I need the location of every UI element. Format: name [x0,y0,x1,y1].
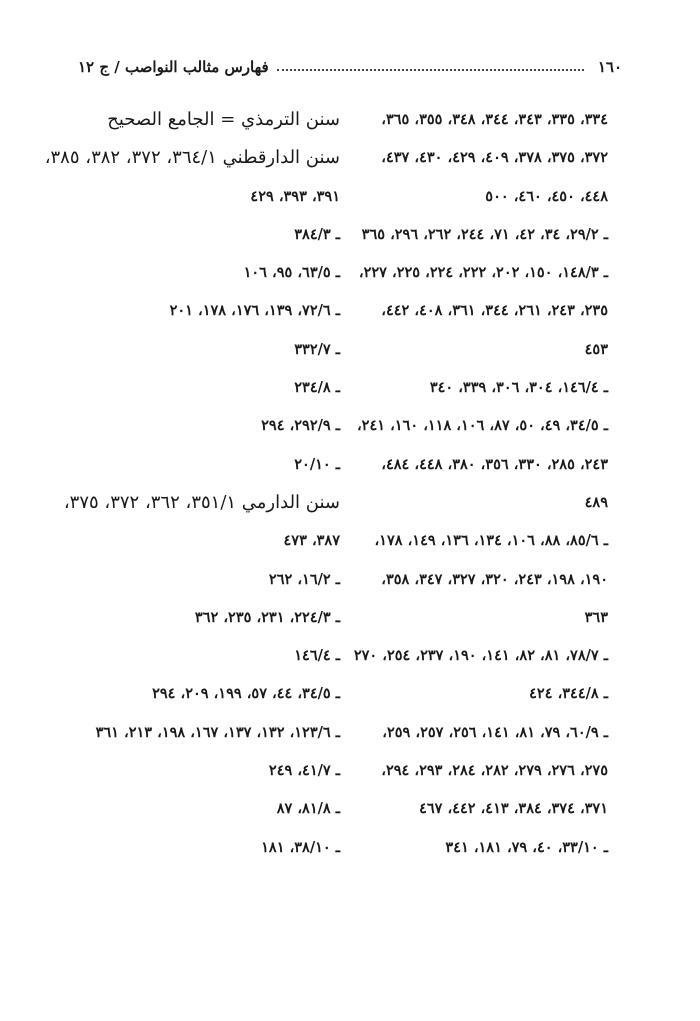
index-entry-line: ٤٥٣ [584,340,608,358]
index-entry-line: ـ ٣٨٤/٣ [294,225,340,243]
index-entry-heading: سنن الترمذي = الجامع الصحيح [107,109,340,130]
index-column-right [348,108,608,874]
index-entry-line: ـ ٤١/٧، ٢٤٩ [268,762,340,780]
index-entry-line: ـ ٧٢/٦، ١٣٩، ١٧٦، ١٧٨، ٢٠١ [169,302,340,320]
index-column-left [44,108,340,874]
index-entry-line: ـ ٨٥/٦، ٨٨، ١٠٦، ١٣٤، ١٣٦، ١٤٩، ١٧٨، [374,532,608,550]
index-entry-line: ـ ١٤٦/٤، ٣٠٤، ٣٠٦، ٣٣٩، ٣٤٠ [429,379,608,397]
index-entry-line: ـ ٢٢٤/٣، ٢٣١، ٢٣٥، ٣٦٢ [194,608,340,626]
index-entry-line: ٣٣٤، ٣٣٥، ٣٤٣، ٣٤٤، ٣٤٨، ٣٥٥، ٣٦٥، [381,111,608,128]
index-entry-line: ـ ١٤٨/٣، ١٥٠، ٢٠٢، ٢٢٢، ٢٢٤، ٢٢٥، ٢٢٧، [358,264,608,282]
index-entry-heading: سنن الدارقطني ٣٦٤/١، ٣٧٢، ٣٨٢، ٣٨٥، [44,147,340,169]
index-entry-line: ـ ٧٨/٧، ٨١، ٨٢، ١٤١، ١٩٠، ٢٣٧، ٢٥٤، ٢٧٠ [353,647,608,665]
index-entry-line: ٢٤٣، ٢٨٥، ٣٣٠، ٣٥٦، ٣٨٠، ٤٤٨، ٤٨٤، [381,455,608,473]
index-entry-line: ٣٧٢، ٣٧٥، ٣٧٨، ٤٠٩، ٤٢٩، ٤٣٠، ٤٣٧، [381,149,608,167]
index-entry-line: ٢٣٥، ٢٤٣، ٢٦١، ٣٤٤، ٣٦١، ٤٠٨، ٤٤٢، [381,302,608,320]
index-entry-line: ٣٩١، ٣٩٣، ٤٢٩ [250,187,340,205]
index-entry-heading: سنن الدارمي ٣٥١/١، ٣٦٢، ٣٧٢، ٣٧٥، [63,491,340,513]
header-title: فهارس مثالب النواصب / ج ١٢ [78,58,269,76]
index-entry-line: ـ ٣٤/٥، ٤٩، ٥٠، ٨٧، ١٠٦، ١١٨، ١٦٠، ٢٤١، [356,417,608,435]
index-entry-line: ٤٤٨، ٤٥٠، ٤٦٠، ٥٠٠ [485,187,608,205]
index-entry-line: ـ ١٤٦/٤ [294,647,340,665]
index-entry-line: ٣٨٧، ٤٧٣ [283,532,340,550]
page-number: ١٦٠ [597,58,622,76]
index-entry-line: ـ ٣٣/١٠، ٤٠، ٧٩، ١٨١، ٣٤١ [445,838,608,856]
index-entry-line: ـ ٢٠/١٠ [294,455,340,473]
header-leader-dots [277,69,584,71]
index-entry-line: ـ ٦٠/٩، ٧٩، ٨١، ١٤١، ٢٥٦، ٢٥٧، ٢٥٩، [382,723,608,741]
index-entry-line: ـ ٢٣٤/٨ [294,379,340,397]
index-entry-line: ـ ٣٤/٥، ٤٤، ٥٧، ١٩٩، ٢٠٩، ٢٩٤ [152,685,340,703]
index-entry-line: ـ ١٦/٢، ٢٦٢ [268,570,340,588]
index-entry-line: ـ ٦٣/٥، ٩٥، ١٠٦ [243,264,340,282]
index-entry-line: ـ ١٢٣/٦، ١٣٢، ١٣٧، ١٦٧، ١٩٨، ٢١٣، ٣٦١ [95,723,340,741]
index-entry-line: ـ ٣٤٤/٨، ٤٢٤ [529,685,608,703]
index-entry-line: ـ ٢٩٢/٩، ٢٩٤ [261,417,340,435]
page-header [78,58,622,76]
index-entry-line: ١٩٠، ١٩٨، ٢٤٣، ٣٢٠، ٣٢٧، ٣٤٧، ٣٥٨، [381,570,608,588]
index-entry-line: ـ ٣٨/١٠، ١٨١ [261,838,340,856]
index-entry-line: ـ ٢٩/٢، ٣٤، ٤٢، ٧١، ٢٤٤، ٢٦٢، ٢٩٦، ٣٦٥ [361,225,608,243]
index-entry-line: ٣٦٣ [584,608,608,626]
index-entry-line: ـ ٣٣٢/٧ [294,340,340,358]
index-entry-line: ـ ٨١/٨، ٨٧ [276,800,340,818]
index-entry-line: ٣٧١، ٣٧٤، ٣٨٤، ٤١٣، ٤٤٢، ٤٦٧ [419,800,608,818]
index-entry-line: ٢٧٥، ٢٧٦، ٢٧٩، ٢٨٢، ٢٨٤، ٢٩٣، ٢٩٤، [381,762,608,780]
index-entry-line: ٤٨٩ [584,493,608,511]
